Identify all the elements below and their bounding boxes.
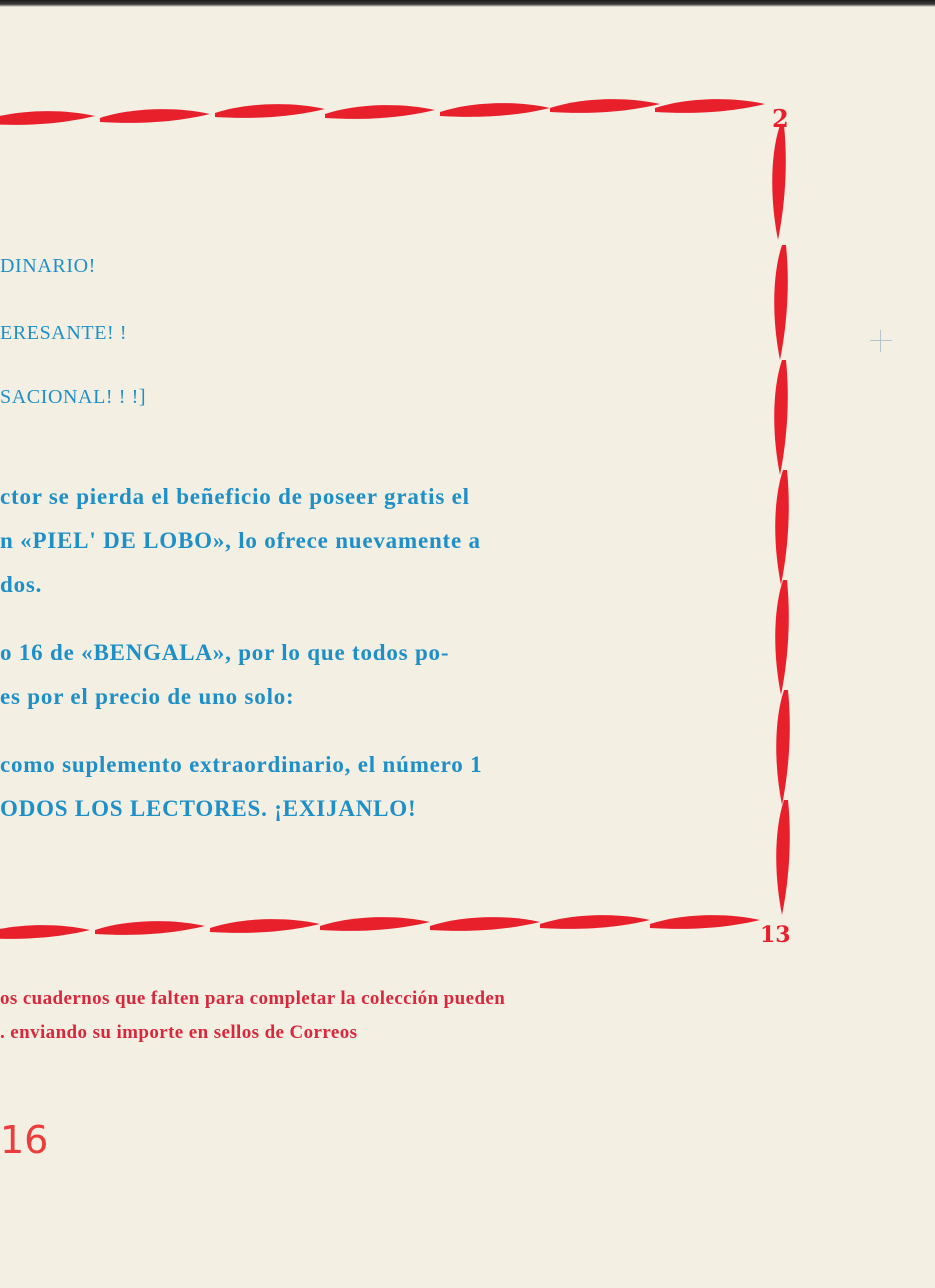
heading-sensacional: SACIONAL! ! !]	[0, 386, 147, 408]
registration-mark-icon	[870, 330, 892, 352]
corner-number-13-icon: 13	[760, 922, 791, 948]
paragraph1-line: dos.	[0, 572, 43, 597]
page-number: 16	[0, 1118, 49, 1162]
paragraph1-line: ctor se pierda el beñeficio de poseer gratis el	[0, 484, 470, 509]
heading-interesante: ERESANTE! !	[0, 322, 128, 344]
footer-note-line: . enviando su importe en sellos de Correos	[0, 1022, 358, 1043]
corner-number-2-icon: 2	[772, 104, 789, 133]
heading-extraordinario: DINARIO!	[0, 255, 96, 277]
paragraph3-line: como suplemento extraordinario, el número 1	[0, 752, 483, 777]
paragraph2-line: es por el precio de uno solo:	[0, 684, 295, 709]
paragraph1-line: n «PIEL' DE LOBO», lo ofrece nuevamente a	[0, 528, 481, 553]
footer-note-line: os cuadernos que falten para completar la colección pueden	[0, 988, 506, 1009]
paragraph3-line: ODOS LOS LECTORES. ¡EXIJANLO!	[0, 796, 417, 821]
paragraph2-line: o 16 de «BENGALA», por lo que todos po-	[0, 640, 450, 665]
